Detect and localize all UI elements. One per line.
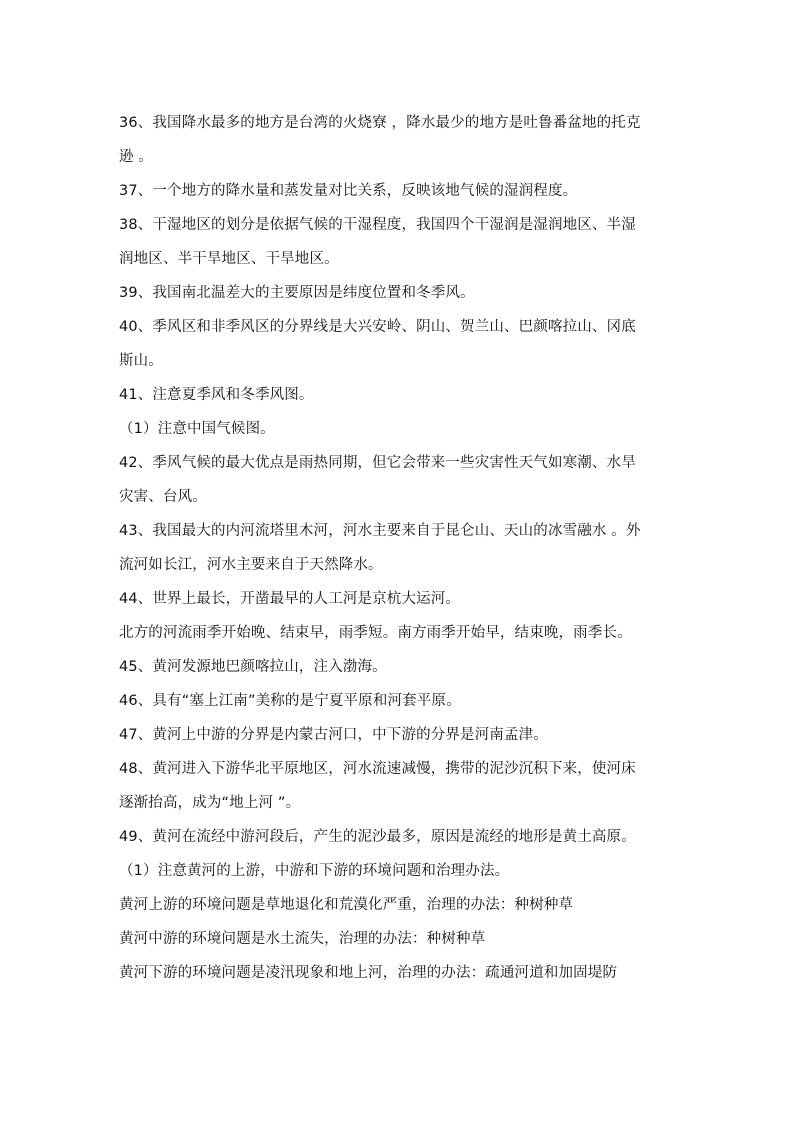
text-line: 黄河中游的环境问题是水土流失，治理的办法：种树种草 [119, 931, 486, 947]
text-line: 斯山。 [119, 353, 163, 369]
text-line: （1）注意黄河的上游，中游和下游的环境问题和治理办法。 [119, 863, 510, 879]
text-line: 40、季风区和非季风区的分界线是大兴安岭、阴山、贺兰山、巴颜喀拉山、冈底 [119, 319, 636, 335]
text-line: 46、具有“塞上江南”美称的是宁夏平原和河套平原。 [119, 693, 461, 709]
text-line: 45、黄河发源地巴颜喀拉山，注入渤海。 [119, 659, 387, 675]
text-line: 43、我国最大的内河流塔里木河，河水主要来自于昆仑山、天山的冰雪融水 。外 [119, 523, 641, 539]
text-line: （1）注意中国气候图。 [119, 421, 275, 437]
text-line: 38、干湿地区的划分是依据气候的干湿程度，我国四个干湿润是湿润地区、半湿 [119, 217, 636, 233]
text-line: 黄河上游的环境问题是草地退化和荒漠化严重，治理的办法：种树种草 [119, 897, 574, 913]
text-line: 北方的河流雨季开始晚、结束早，雨季短。南方雨季开始早，结束晚，雨季长。 [119, 625, 632, 641]
document-body [119, 106, 679, 990]
text-line: 逊 。 [119, 149, 154, 165]
text-line: 48、黄河进入下游华北平原地区，河水流速减慢，携带的泥沙沉积下来，使河床 [119, 761, 636, 777]
text-line: 49、黄河在流经中游河段后，产生的泥沙最多，原因是流经的地形是黄土高原。 [119, 829, 636, 845]
text-line: 逐渐抬高，成为“地上河 ”。 [119, 795, 301, 811]
text-line: 36、我国降水最多的地方是台湾的火烧寮 ，降水最少的地方是吐鲁番盆地的托克 [119, 115, 641, 131]
text-line: 黄河下游的环境问题是凌汛现象和地上河，治理的办法：疏通河道和加固堤防 [119, 965, 618, 981]
text-line: 47、黄河上中游的分界是内蒙古河口，中下游的分界是河南孟津。 [119, 727, 548, 743]
text-line: 44、世界上最长，开凿最早的人工河是京杭大运河。 [119, 591, 461, 607]
text-line: 润地区、半干旱地区、干旱地区。 [119, 251, 339, 267]
text-line: 37、一个地方的降水量和蒸发量对比关系，反映该地气候的湿润程度。 [119, 183, 578, 199]
text-line: 流河如长江，河水主要来自于天然降水。 [119, 557, 383, 573]
text-line: 灾害、台风。 [119, 489, 207, 505]
text-line: 39、我国南北温差大的主要原因是纬度位置和冬季风。 [119, 285, 475, 301]
text-line: 42、季风气候的最大优点是雨热同期，但它会带来一些灾害性天气如寒潮、水旱 [119, 455, 636, 471]
text-line: 41、注意夏季风和冬季风图。 [119, 387, 314, 403]
